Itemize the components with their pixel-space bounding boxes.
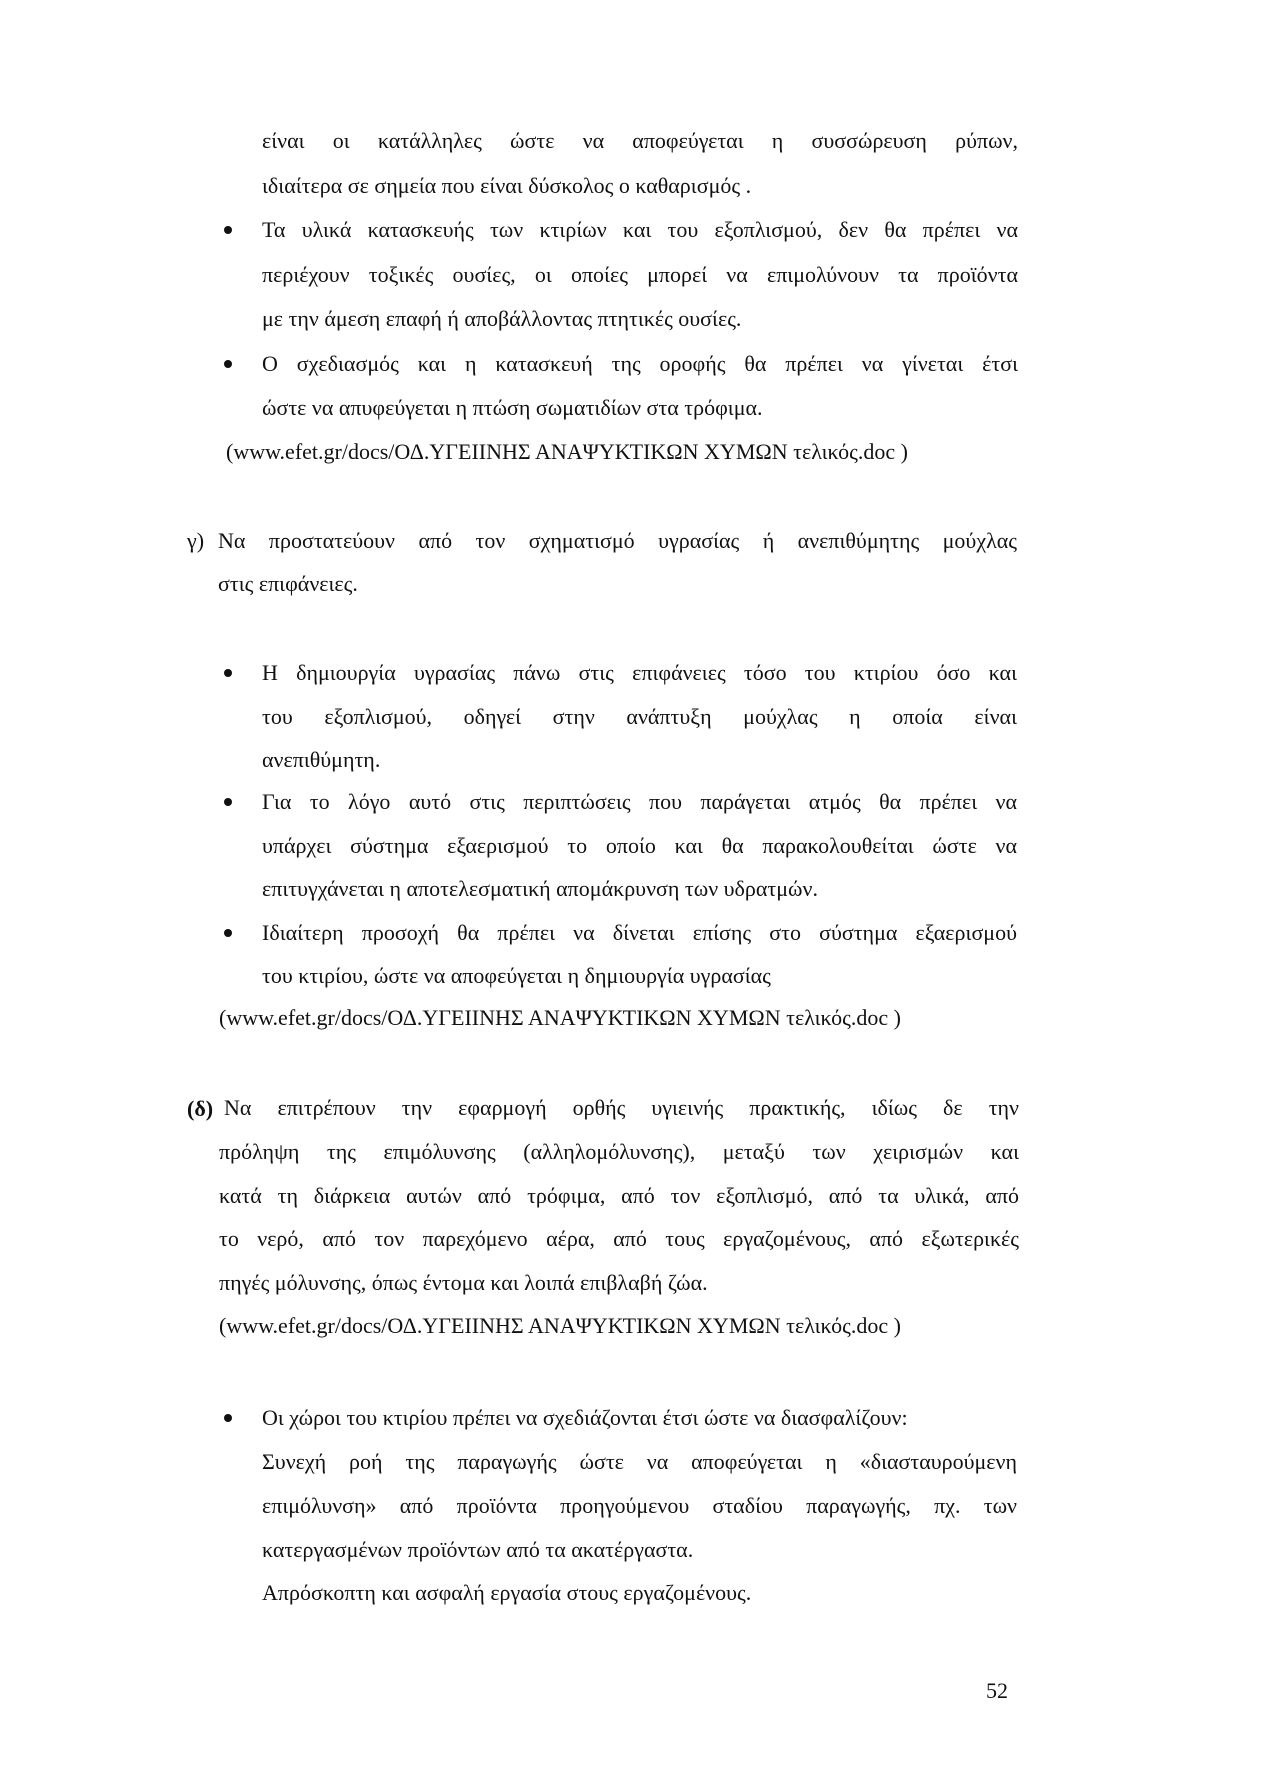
bullet-line: Συνεχή ροή της παραγωγής ώστε να αποφεύγεται η «διασταυρούμενη <box>262 1449 1017 1474</box>
source-citation: (www.efet.gr/docs/ΟΔ.ΥΓΕΙΙΝΗΣ ΑΝΑΨΥΚΤΙΚΩΝ ΧΥΜΩΝ τελικός.doc ) <box>219 1313 901 1338</box>
bullet-line: Οι χώροι του κτιρίου πρέπει να σχεδιάζονται έτσι ώστε να διασφαλίζουν: <box>262 1405 908 1430</box>
bullet-line: περιέχουν τοξικές ουσίες, οι οποίες μπορεί να επιμολύνουν τα προϊόντα <box>262 262 1018 287</box>
section-line: πρόληψη της επιμόλυνσης (αλληλομόλυνσης), μεταξύ των χειρισμών και <box>219 1139 1019 1164</box>
bullet-line: ώστε να απυφεύγεται η πτώση σωματιδίων στα τρόφιμα. <box>262 395 763 420</box>
paragraph-line: ιδιαίτερα σε σημεία που είναι δύσκολος ο καθαρισμός . <box>262 173 752 198</box>
bullet-line: υπάρχει σύστημα εξαερισμού το οποίο και θα παρακολουθείται ώστε να <box>262 833 1017 858</box>
bullet-icon <box>224 798 232 806</box>
paragraph-line: είναι οι κατάλληλες ώστε να αποφεύγεται η συσσώρευση ρύπων, <box>262 128 1018 153</box>
section-line: Να προστατεύουν από τον σχηματισμό υγρασίας ή ανεπιθύμητης μούχλας <box>218 528 1017 553</box>
section-line: στις επιφάνειες. <box>218 571 358 596</box>
source-citation: (www.efet.gr/docs/ΟΔ.ΥΓΕΙΙΝΗΣ ΑΝΑΨΥΚΤΙΚΩΝ ΧΥΜΩΝ τελικός.doc ) <box>226 439 908 464</box>
bullet-line: Ο σχεδιασμός και η κατασκευή της οροφής θα πρέπει να γίνεται έτσι <box>262 351 1018 376</box>
bullet-line: Για το λόγο αυτό στις περιπτώσεις που παράγεται ατμός θα πρέπει να <box>262 789 1017 814</box>
bullet-line: του κτιρίου, ώστε να αποφεύγεται η δημιουργία υγρασίας <box>262 963 771 988</box>
bullet-line: Τα υλικά κατασκευής των κτιρίων και του εξοπλισμού, δεν θα πρέπει να <box>262 217 1018 242</box>
bullet-line: του εξοπλισμού, οδηγεί στην ανάπτυξη μούχλας η οποία είναι <box>262 704 1017 729</box>
bullet-line: επιτυγχάνεται η αποτελεσματική απομάκρυνση των υδρατμών. <box>262 876 818 901</box>
section-line: πηγές μόλυνσης, όπως έντομα και λοιπά επιβλαβή ζώα. <box>219 1270 708 1295</box>
source-citation: (www.efet.gr/docs/ΟΔ.ΥΓΕΙΙΝΗΣ ΑΝΑΨΥΚΤΙΚΩΝ ΧΥΜΩΝ τελικός.doc ) <box>219 1005 901 1030</box>
section-line: κατά τη διάρκεια αυτών από τρόφιμα, από τον εξοπλισμό, από τα υλικά, από <box>219 1183 1019 1208</box>
bullet-line: Η δημιουργία υγρασίας πάνω στις επιφάνειες τόσο του κτιρίου όσο και <box>262 660 1017 685</box>
section-line: Να επιτρέπουν την εφαρμογή ορθής υγιεινής πρακτικής, ιδίως δε την <box>224 1095 1019 1120</box>
section-label: (δ) <box>187 1096 214 1121</box>
section-label: γ) <box>187 528 205 553</box>
bullet-line: επιμόλυνση» από προϊόντα προηγούμενου σταδίου παραγωγής, πχ. των <box>262 1493 1017 1518</box>
bullet-icon <box>224 1414 232 1422</box>
bullet-icon <box>224 929 232 937</box>
bullet-line: ανεπιθύμητη. <box>262 747 381 772</box>
bullet-icon <box>224 669 232 677</box>
bullet-line: κατεργασμένων προϊόντων από τα ακατέργαστα. <box>262 1537 694 1562</box>
bullet-line: με την άμεση επαφή ή αποβάλλοντας πτητικές ουσίες. <box>262 306 742 331</box>
bullet-line: Απρόσκοπτη και ασφαλή εργασία στους εργαζομένους. <box>262 1580 752 1605</box>
bullet-icon <box>224 226 232 234</box>
bullet-icon <box>224 360 232 368</box>
bullet-line: Ιδιαίτερη προσοχή θα πρέπει να δίνεται επίσης στο σύστημα εξαερισμού <box>262 920 1017 945</box>
page-number: 52 <box>986 1678 1008 1703</box>
section-line: το νερό, από τον παρεχόμενο αέρα, από τους εργαζομένους, από εξωτερικές <box>219 1226 1019 1251</box>
